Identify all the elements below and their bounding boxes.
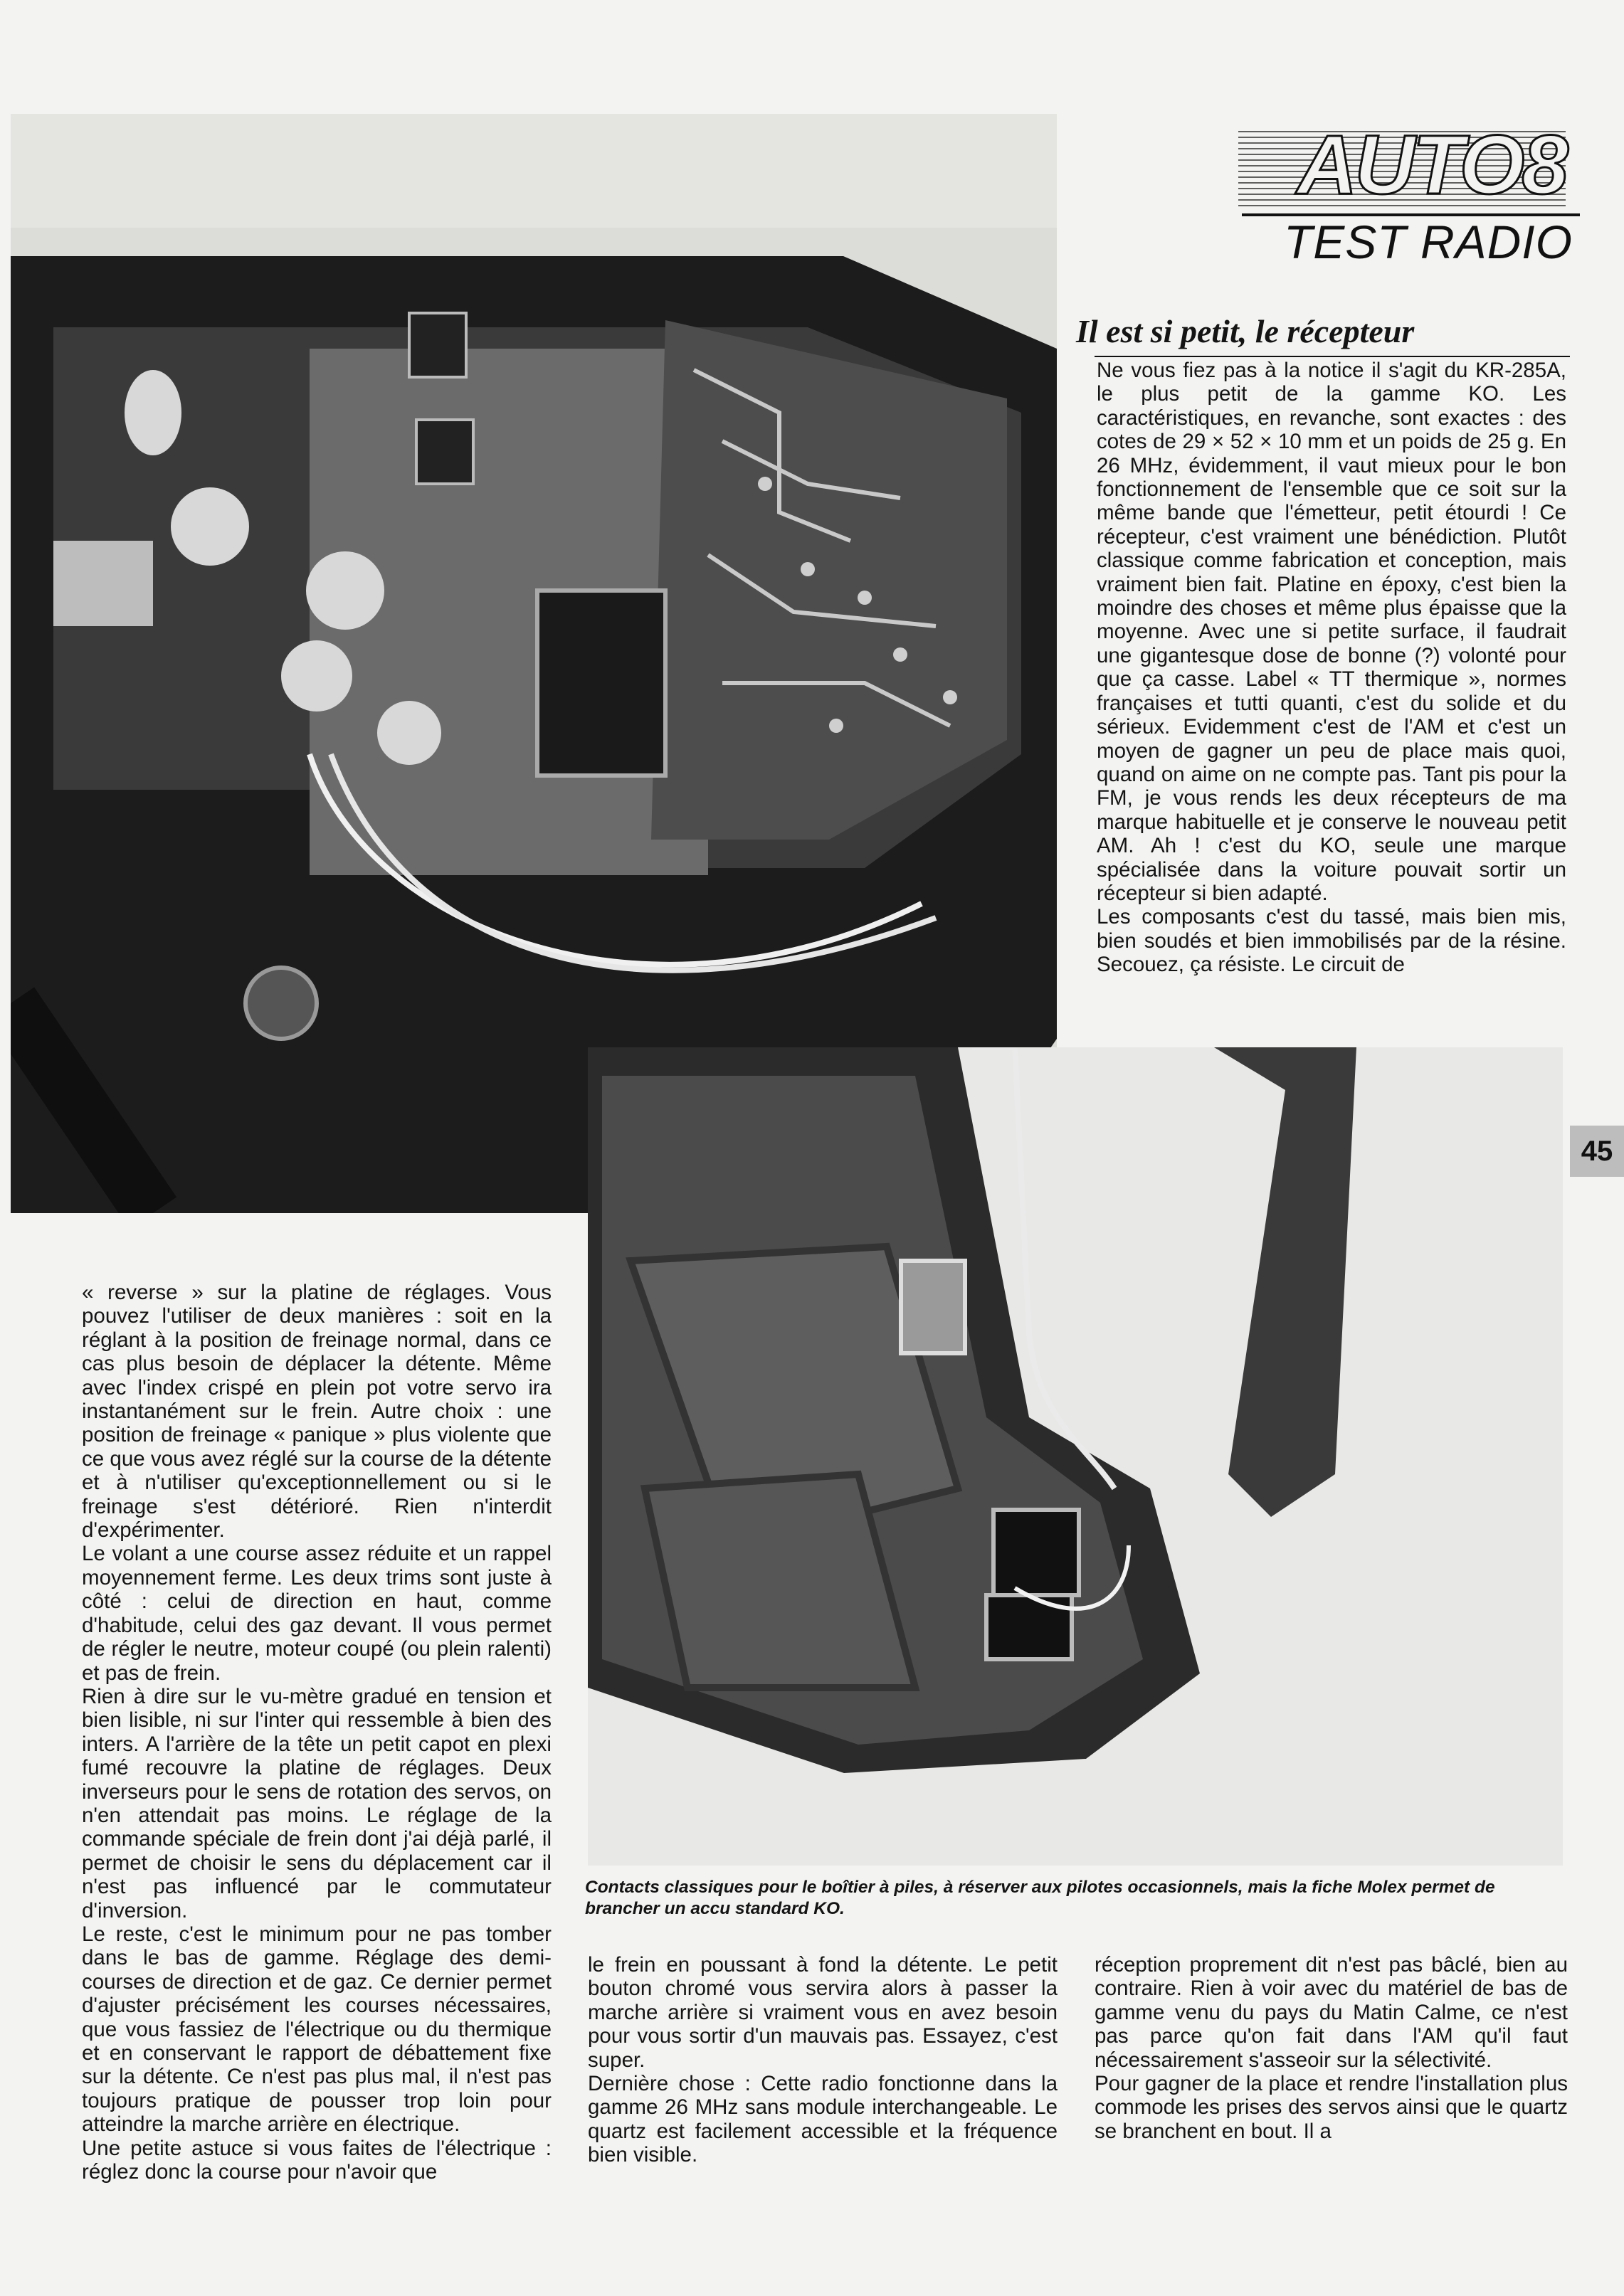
- section-title: TEST RADIO: [1283, 216, 1573, 268]
- photo-caption: Contacts classiques pour le boîtier à piles, à réserver aux pilotes occasionnels, mais la fiche Molex permet de brancher un accu standard KO.: [585, 1878, 1495, 1918]
- paragraph: Ne vous fiez pas à la notice il s'agit du KR-285A, le plus petit de la gamme KO. Les caractéristiques, en revanche, sont exactes : des cotes de 29 × 52 × 10 mm et un poids de 25 g. En 26 MHz, évidemment, il vaut mieux pour le bon fonctionnement de l'ensemble que ce soit sur la même bande que l'émetteur, petit étourdi ! Ce récepteur, c'est vraiment une bénédiction. Plutôt classique comme fabrication et conception, mais vraiment bien fait. Platine en époxy, c'est bien la moindre des choses et même plus épaisse que la moyenne. Avec une si petite surface, il faudrait une gigantesque dose de bonne (?) volonté pour que ça casse. Label « TT thermique », normes françaises et tutti quanti, c'est du solide et du sérieux. Evidemment c'est de l'AM et c'est un moyen de gagner un peu de place mais quoi, quand on aime on ne compte pas. Tant pis pour la FM, je vous rends les deux récepteurs de ma marque habituelle et je conserve le nouveau petit AM. Ah ! c'est du KO, seule une marque spécialisée dans la voiture pouvait sortir un récepteur si bien adapté.: [1097, 359, 1566, 905]
- column-right-top: [1097, 359, 1566, 977]
- article-headline: Il est si petit, le récepteur: [1076, 313, 1415, 349]
- column-middle: [588, 1953, 1058, 2167]
- paragraph: le frein en poussant à fond la détente. Le petit bouton chromé vous servira alors à passer la marche arrière si vraiment vous en avez besoin pour vous sortir d'un mauvais pas. Essayez, c'est super.: [588, 1953, 1058, 2072]
- headline-rule: [1095, 356, 1570, 357]
- logo-wordmark: AUTO8: [1297, 118, 1566, 212]
- paragraph: Les composants c'est du tassé, mais bien mis, bien soudés et bien immobilisés par de la résine. Secouez, ça résiste. Le circuit de: [1097, 905, 1566, 977]
- photo-battery-contacts: [588, 1047, 1563, 1866]
- paragraph: Rien à dire sur le vu-mètre gradué en tension et bien lisible, ni sur l'inter qui ressemble à bien des inters. A l'arrière de la tête un petit capot en plexi fumé recouvre la platine de réglages. Deux inverseurs pour le sens de rotation des servos, on n'en attendait pas moins. Le réglage de la commande spéciale de frein dont j'ai déjà parlé, il permet de choisir le sens du déplacement car il n'est pas influencé par le commutateur d'inversion.: [82, 1684, 552, 1922]
- paragraph: Dernière chose : Cette radio fonctionne dans la gamme 26 MHz sans module interchangeable. Le quartz est facilement accessible et la fréquence bien visible.: [588, 2072, 1058, 2167]
- paragraph: Le reste, c'est le minimum pour ne pas tomber dans le bas de gamme. Réglage des demi-courses de direction et de gaz. Ce dernier permet d'ajuster précisément les courses nécessaires, que vous fassiez de l'électrique ou du thermique et en conservant le rapport de débattement fixe sur la détente. Ce n'est pas plus mal, il n'est pas toujours pratique de pousser trop loin pour atteindre la marche arrière en électrique.: [82, 1922, 552, 2137]
- paragraph: Le volant a une course assez réduite et un rappel moyennement ferme. Les deux trims sont juste à côté : celui de direction en haut, comme d'habitude, celui des gaz devant. Il vous permet de régler le neutre, moteur coupé (ou plein ralenti) et pas de frein.: [82, 1542, 552, 1685]
- page-number: 45: [1570, 1126, 1624, 1177]
- auto8-logo: [1231, 117, 1580, 224]
- paragraph: Une petite astuce si vous faites de l'électrique : réglez donc la course pour n'avoir que: [82, 2136, 552, 2184]
- column-left: [82, 1281, 552, 2184]
- paragraph: Pour gagner de la place et rendre l'installation plus commode les prises des servos ainsi que le quartz se branchent en bout. Il a: [1095, 2072, 1568, 2143]
- paragraph: réception proprement dit n'est pas bâclé, bien au contraire. Rien à voir avec du matériel de bas de gamme venu du pays du Matin Calme, ce n'est pas parce qu'on fait dans l'AM qu'il faut nécessairement s'asseoir sur la sélectivité.: [1095, 1953, 1568, 2072]
- column-right-bottom: [1095, 1953, 1568, 2143]
- paragraph: « reverse » sur la platine de réglages. Vous pouvez l'utiliser de deux manières : soit en la réglant à la position de freinage normal, dans ce cas plus besoin de déplacer la détente. Même avec l'index crispé en plein pot votre servo ira instantanément sur le frein. Autre choix : une position de freinage « panique » plus violente que ce que vous avez réglé sur la course de la détente et à n'utiliser qu'exceptionnellement ou si le freinage s'est détérioré. Rien n'interdit d'expérimenter.: [82, 1281, 552, 1543]
